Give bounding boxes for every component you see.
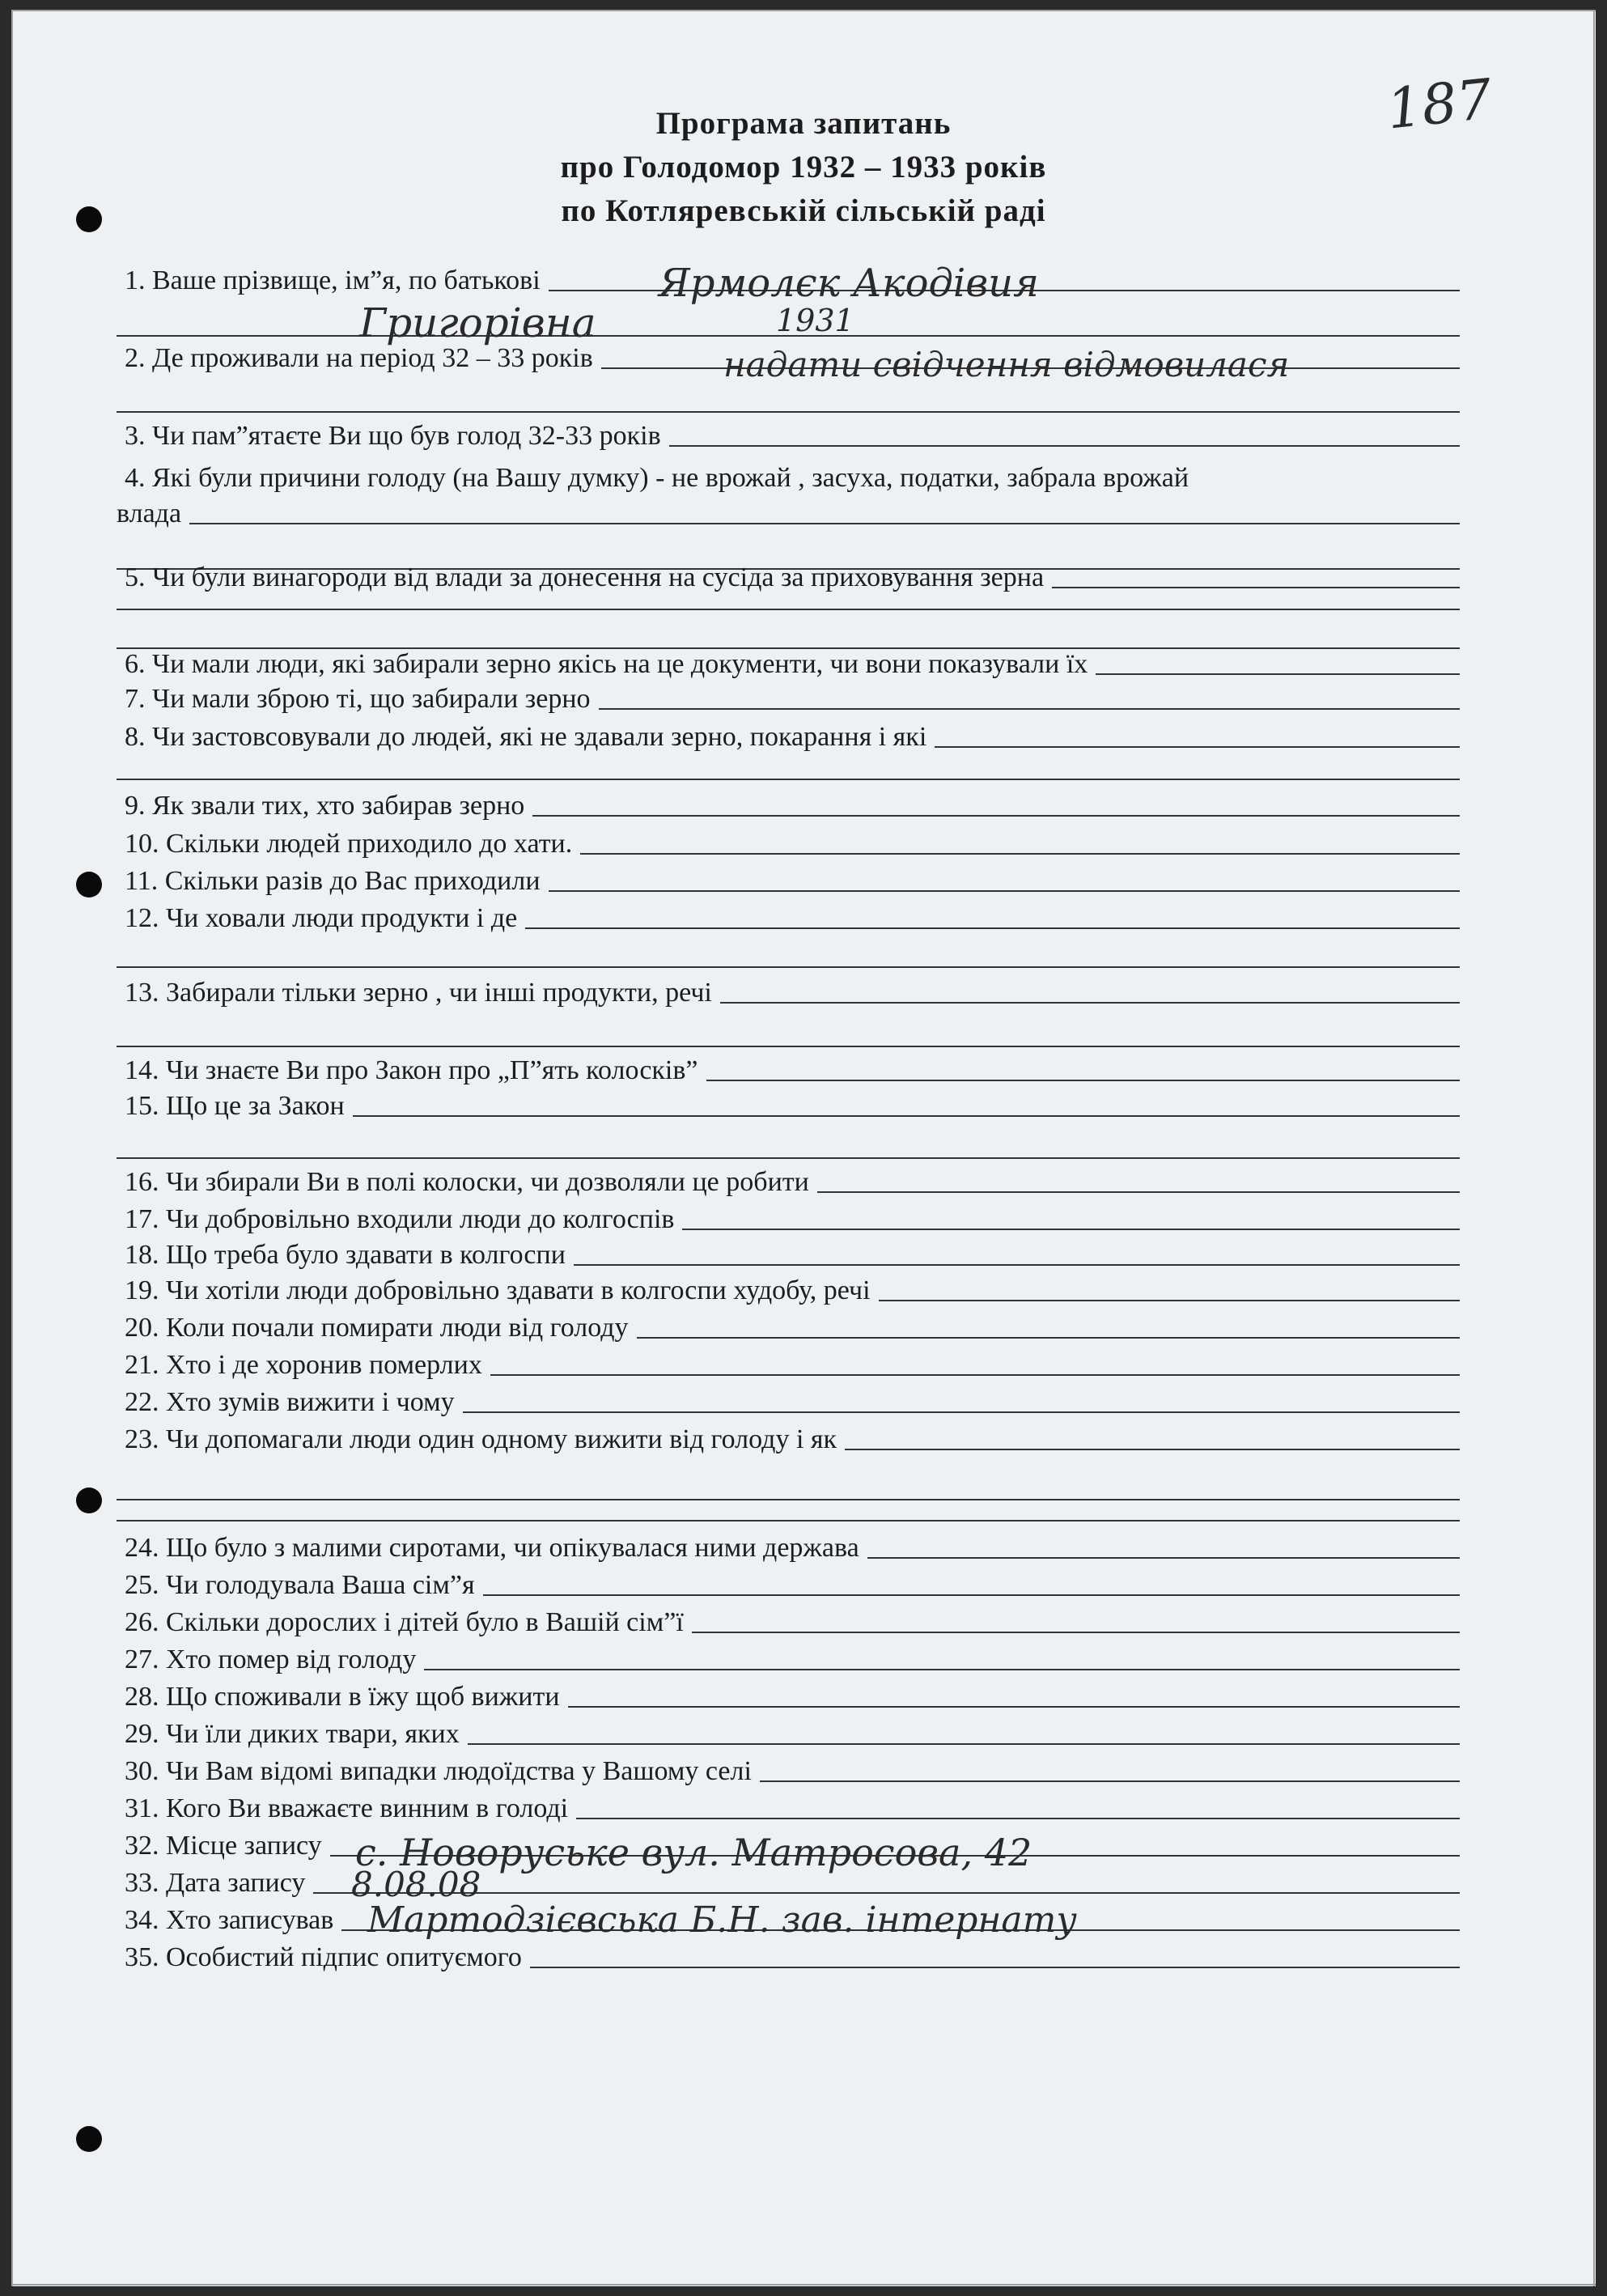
question-text: 34. Хто записував [125,1905,334,1935]
punch-hole [76,872,102,898]
question-row [125,421,1460,452]
question-row [125,1942,1460,1973]
question-text: 32. Місце запису [125,1831,322,1861]
answer-line [867,1557,1460,1559]
question-row [125,722,1460,753]
question-text: 9. Як звали тих, хто забирав зерно [125,791,525,821]
answer-line [568,1706,1460,1708]
punch-hole [76,1488,102,1513]
question-text: 4. Які були причини голоду (на Вашу думку) - не врожай , засуха, податки, забрала врожай [125,463,1189,493]
answer-line [720,1002,1460,1004]
answer-line [353,1115,1460,1117]
answer-line [576,1818,1460,1819]
question-row [125,829,1460,859]
question-row [125,1682,1460,1712]
question-row [125,1533,1460,1564]
blank-answer-line [117,779,1460,780]
answer-place: с. Новоруське вул. Матросова, 42 [355,1831,1032,1874]
blank-answer-line [117,1499,1460,1500]
blank-answer-line [117,609,1460,610]
question-text: 12. Чи ховали люди продукти і де [125,903,518,933]
question-row [125,866,1460,897]
question-text: 30. Чи Вам відомі випадки людоїдства у Вашому селі [125,1756,752,1786]
question-row [125,1424,1460,1455]
answer-line [525,927,1460,929]
answer-line [463,1411,1460,1413]
page-number: 187 [1384,67,1495,142]
question-row [125,1756,1460,1787]
question-text: 27. Хто помер від голоду [125,1645,417,1674]
question-row [125,1719,1460,1750]
question-row [125,978,1460,1008]
answer-name-line1: Ярмолєк Акодівия [659,261,1039,306]
answer-line [682,1229,1460,1230]
answer-line [817,1191,1460,1193]
blank-answer-line [117,1046,1460,1047]
question-text: 10. Скільки людей приходило до хати. [125,829,573,859]
answer-line [845,1449,1460,1450]
question-text: 29. Чи їли диких твари, яких [125,1719,460,1749]
question-row [125,463,1460,494]
blank-answer-line [117,1520,1460,1521]
question-text: 23. Чи допомагали люди один одному вижити від голоду і як [125,1424,837,1454]
questionnaire-sheet [11,10,1596,2286]
question-text: 19. Чи хотіли люди добровільно здавати в колгоспи худобу, речі [125,1275,871,1305]
question-text: 1. Ваше прізвище, ім”я, по батькові [125,265,541,295]
question-row [125,562,1460,593]
answer-line [313,1892,1460,1894]
question-text: 31. Кого Ви вважаєте винним в голоді [125,1793,569,1823]
question-text: 13. Забирали тільки зерно , чи інші продукти, речі [125,978,712,1008]
answer-line [580,853,1460,855]
question-text: 18. Що треба було здавати в колгоспи [125,1240,566,1270]
answer-line [706,1080,1460,1081]
answer-line [530,1967,1460,1968]
question-text: 33. Дата запису [125,1868,306,1898]
question-text: 25. Чи голодувала Ваша сім”я [125,1570,475,1600]
question-text: 24. Що було з малими сиротами, чи опікувалася ними держава [125,1533,859,1563]
answer-line [490,1374,1460,1376]
question-row [125,1275,1460,1306]
question-text: 15. Що це за Закон [125,1091,345,1121]
question-row [125,1313,1460,1343]
blank-answer-line [117,1157,1460,1159]
question-text: 21. Хто і де хоронив померлих [125,1350,482,1380]
question-row [125,684,1460,715]
question-row [125,903,1460,934]
question-row-continued [117,499,1460,529]
answer-line [669,445,1460,447]
answer-line [879,1300,1460,1301]
blank-answer-line [117,411,1460,413]
question-row [125,1607,1460,1638]
question-row [125,1167,1460,1198]
title-line-3: по Котляревській сільській раді [561,193,1046,228]
answer-line [532,815,1460,817]
question-row [125,1570,1460,1601]
answer-line [424,1669,1460,1670]
question-row [125,1204,1460,1235]
answer-line [549,890,1460,892]
question-text: 22. Хто зумів вижити і чому [125,1387,455,1417]
question-text: 6. Чи мали люди, які забирали зерно якісь на це документи, чи вони показували їх [125,649,1088,679]
question-text-continued: влада [117,499,182,528]
answer-birth-year: 1931 [776,303,854,338]
question-row [125,1350,1460,1381]
question-text: 7. Чи мали зброю ті, що забирали зерно [125,684,591,714]
title-line-2: про Голодомор 1932 – 1933 років [560,150,1047,185]
question-row [125,791,1460,821]
answer-line [483,1594,1460,1596]
question-text: 3. Чи пам”ятаєте Ви що був голод 32-33 років [125,421,661,451]
question-text: 35. Особистий підпис опитуємого [125,1942,522,1972]
answer-recorder: Мартодзієвська Б.Н. зав. інтернату [367,1899,1077,1941]
punch-hole [76,2126,102,2152]
blank-answer-line [117,966,1460,968]
answer-line [935,746,1460,748]
answer-line [692,1632,1460,1633]
question-text: 11. Скільки разів до Вас приходили [125,866,541,896]
answer-q2: надати свідчення відмовилася [723,345,1290,384]
question-row [125,649,1460,680]
question-text: 20. Коли почали помирати люди від голоду [125,1313,629,1343]
answer-line [1096,673,1460,675]
answer-line [599,708,1460,710]
answer-line [574,1264,1460,1266]
question-text: 17. Чи добровільно входили люди до колгоспів [125,1204,675,1234]
question-text: 8. Чи застовсовували до людей, які не здавали зерно, покарання і які [125,722,927,752]
answer-name-line2: Григорівна [359,299,596,346]
question-row [125,1793,1460,1824]
answer-line [760,1780,1460,1782]
answer-line [1052,587,1460,588]
question-row [125,1645,1460,1675]
question-text: 16. Чи збирали Ви в полі колоски, чи дозволяли це робити [125,1167,809,1197]
answer-date: 8.08.08 [351,1865,481,1904]
question-text: 14. Чи знаєте Ви про Закон про „П”ять колосків” [125,1055,698,1085]
question-text: 5. Чи були винагороди від влади за донесення на сусіда за приховування зерна [125,562,1045,592]
question-row [125,1387,1460,1418]
question-row [125,1055,1460,1086]
question-row [125,1091,1460,1122]
question-text: 28. Що споживали в їжу щоб вижити [125,1682,560,1712]
answer-line [189,523,1460,524]
answer-line [637,1337,1460,1339]
answer-line [468,1743,1460,1745]
question-text: 26. Скільки дорослих і дітей було в Вашій сім”ї [125,1607,684,1637]
question-row [125,1240,1460,1271]
title-line-1: Програма запитань [655,106,952,141]
question-text: 2. Де проживали на період 32 – 33 років [125,343,593,373]
